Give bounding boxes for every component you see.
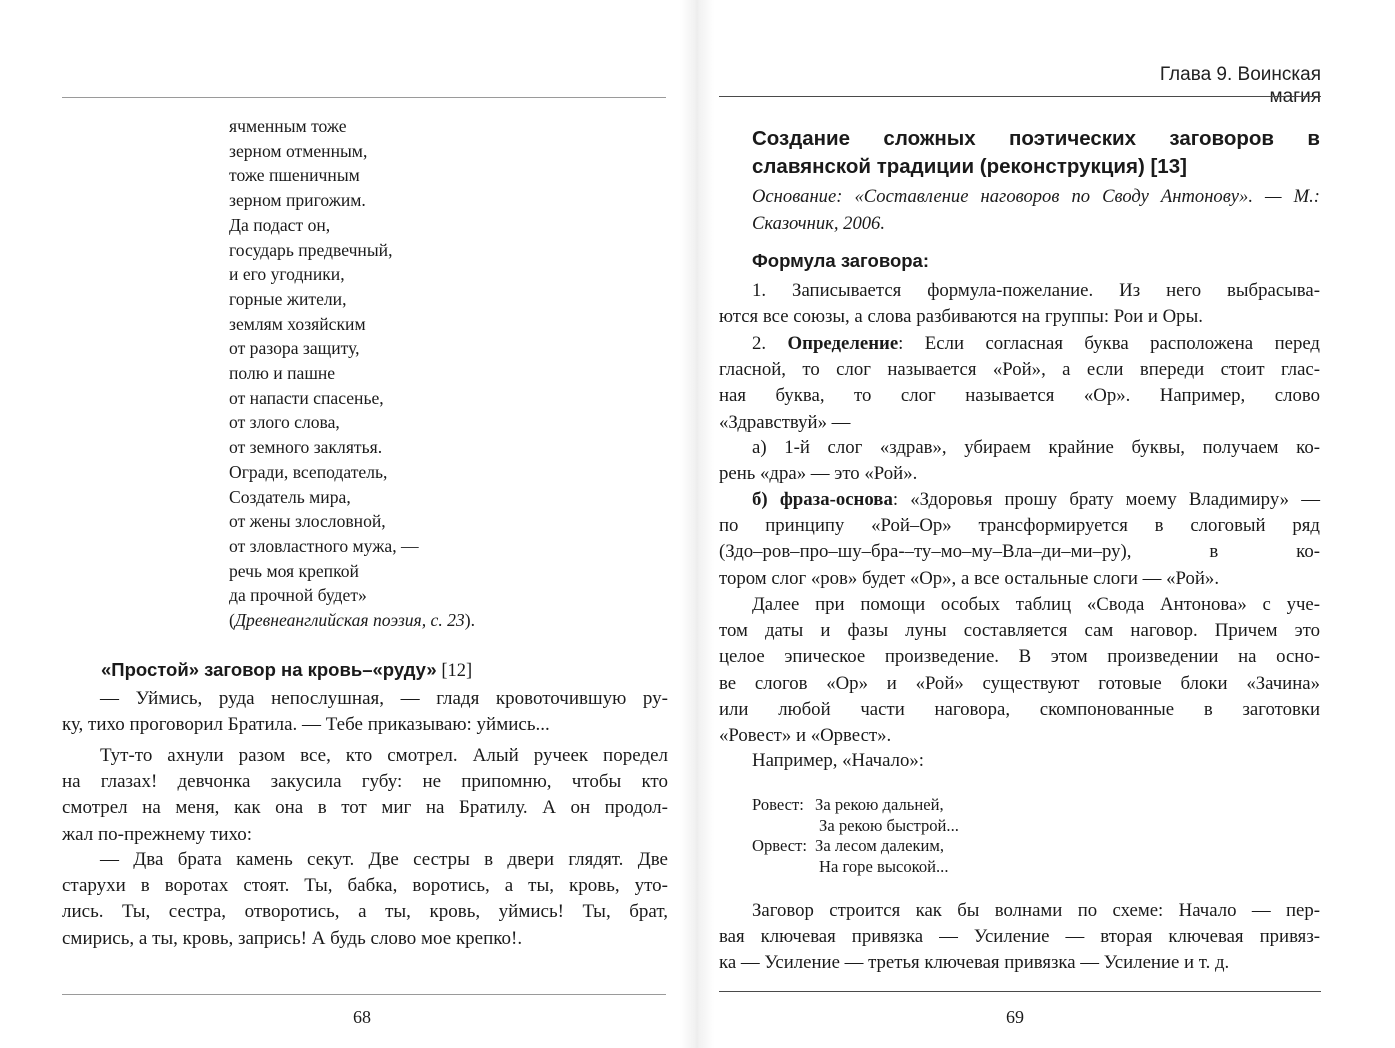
text-line: Основание: «Составление наговоров по Своду Антонову». — М.: (752, 186, 1320, 207)
poem-line: Орвест: За лесом далеким, (752, 836, 945, 856)
text-line: рень «дра» — это «Рой». (719, 463, 918, 485)
text-line: жал по-прежнему тихо: (62, 823, 253, 845)
text-line: том даты и фазы луны составляется сам наговор. Причем это (719, 620, 1320, 642)
reference-number: [12] (441, 661, 473, 681)
poem-line: На горе высокой... (819, 856, 949, 876)
verse-line: от зловластного мужа, — (229, 535, 419, 556)
paragraph (719, 592, 1320, 749)
text-line: «Ровест» и «Орвест». (719, 725, 892, 747)
text-line: 2. Определение: Если согласная буква расположена перед (752, 333, 1320, 354)
text-line: Далее при помощи особых таблиц «Свода Антонова» с уче- (752, 594, 1320, 615)
text-line: 1. Записывается формула-пожелание. Из него выбрасыва- (752, 280, 1320, 301)
text-line: ная буква, то слог называется «Ор». Например, слово (719, 385, 1320, 407)
verse-line: от напасти спасенье, (229, 387, 384, 408)
paragraph (719, 748, 1320, 774)
text-line: б) фраза-основа: «Здоровья прошу брату моему Владимиру» — (752, 489, 1320, 510)
text-line: — Два брата камень секут. Две сестры в двери глядят. Две (100, 849, 668, 870)
bottom-rule (719, 991, 1321, 992)
verse-line: тоже пшеничным (229, 165, 360, 186)
text-line: на глазах! девчонка закусила губу: не припомню, чтобы кто (62, 771, 668, 793)
verse-line: зерном пригожим. (229, 190, 366, 211)
text-line: — Уймись, руда непослушная, — гладя кровоточившую ру- (100, 688, 668, 709)
verse-line: Огради, всеподатель, (229, 461, 388, 482)
term-bold: Определение (787, 333, 899, 354)
text-line: по принципу «Рой–Ор» трансформируется в слоговый ряд (719, 515, 1320, 537)
poem-line: Ровест: За рекою дальней, (752, 795, 944, 814)
running-head: Глава 9. Воинская магия (1159, 64, 1321, 107)
paragraph (62, 686, 668, 738)
paragraph (62, 743, 668, 848)
text-line: Заговор строится как бы волнами по схеме: Начало — пер- (752, 900, 1320, 921)
text-line: ка — Усиление — третья ключевая привязка — Усиление и т. д. (719, 952, 1230, 974)
section-heading: «Простой» заговор на кровь–«руду» [12] (101, 659, 473, 681)
bottom-rule (62, 994, 666, 995)
text-line: тором слог «ров» будет «Ор», а все остальные слоги — «Рой». (719, 567, 1220, 589)
paragraph (719, 898, 1320, 977)
verse-block (229, 114, 475, 633)
text-line: или любой части наговора, скомпонованные в заготовки (719, 698, 1320, 720)
verse-line: речь моя крепкой (229, 560, 359, 581)
verse-line: от земного заклятья. (229, 437, 383, 458)
text-line: (Здо–ров–про–шу–бра-–ту–мо–му–Вла–ди–ми–ру), в ко- (719, 541, 1320, 563)
source-basis (752, 183, 1320, 237)
verse-line: государь предвечный, (229, 239, 393, 260)
poem-example (752, 795, 959, 877)
text-line: а) 1-й слог «здрав», убираем крайние буквы, получаем ко- (752, 437, 1320, 458)
text-line: ются все союзы, а слова разбиваются на группы: Рои и Оры. (719, 306, 1203, 328)
verse-line: землям хозяйским (229, 313, 366, 334)
speaker-label: Ровест: (752, 795, 804, 814)
text-line: «Здравствуй» — (719, 411, 851, 433)
paragraph (62, 847, 668, 952)
verse-line: от жены злословной, (229, 511, 386, 532)
text-line: ку, тихо проговорил Братила. — Тебе приказываю: уймись... (62, 714, 550, 736)
paragraph-item-a (719, 435, 1320, 487)
text-line: Сказочник, 2006. (752, 213, 885, 234)
verse-line: Да подаст он, (229, 214, 331, 235)
speaker-label: Орвест: (752, 836, 808, 856)
heading-line: славянской традиции (реконструкция) [13] (752, 155, 1187, 178)
text-line: ве слогов «Ор» и «Рой» существуют готовые блоки «Зачина» (719, 672, 1320, 694)
page-number: 68 (353, 1007, 371, 1027)
verse-line: зерном отменным, (229, 140, 368, 161)
paragraph-item-b (719, 487, 1320, 592)
text-line: вая ключевая привязка — Усиление — вторая ключевая привяз- (719, 926, 1320, 948)
paragraph-item-1 (719, 278, 1320, 330)
poem-line: За рекою быстрой... (819, 815, 959, 835)
page-number: 69 (1006, 1007, 1024, 1027)
verse-line: и его угодники, (229, 264, 345, 285)
text-line: смотрел на меня, как она в тот миг на Братилу. А он продол- (62, 797, 668, 819)
top-rule (719, 96, 1321, 97)
verse-line: от злого слова, (229, 412, 340, 433)
verse-line: Создатель мира, (229, 486, 351, 507)
text-line: гласной, то слог называется «Рой», а если впереди стоит глас- (719, 359, 1320, 381)
left-page (0, 0, 697, 1048)
text-line: Тут-то ахнули разом все, кто смотрел. Алый ручеек поредел (100, 745, 668, 766)
verse-citation: (Древнеанглийская поэзия, с. 23). (229, 610, 475, 631)
text-line: Например, «Начало»: (752, 750, 925, 771)
verse-line: ячменным тоже (229, 116, 347, 136)
section-heading (752, 125, 1320, 181)
citation-source: Древнеанглийская поэзия, с. 23 (234, 610, 465, 631)
top-rule (62, 97, 666, 98)
heading-line: Создание сложных поэтических заговоров в (752, 127, 1320, 150)
paragraph-item-2 (719, 331, 1320, 436)
subheading: Формула заговора: (752, 250, 929, 271)
text-line: смирись, а ты, кровь, запрись! А будь слово мое крепко!. (62, 927, 523, 949)
verse-line: полю и пашне (229, 363, 336, 384)
text-line: целое эпическое произведение. В этом произведении на осно- (719, 646, 1320, 668)
term-bold: фраза-основа (779, 489, 893, 510)
text-line: лись. Ты, сестра, отворотись, а ты, кровь, уймись! Ты, брат, (62, 901, 668, 923)
verse-line: от разора защиту, (229, 338, 360, 359)
text-line: старухи в воротах стоят. Ты, бабка, воротись, а ты, кровь, уто- (62, 875, 668, 897)
verse-line: да прочной будет» (229, 585, 367, 606)
verse-line: горные жители, (229, 288, 347, 309)
